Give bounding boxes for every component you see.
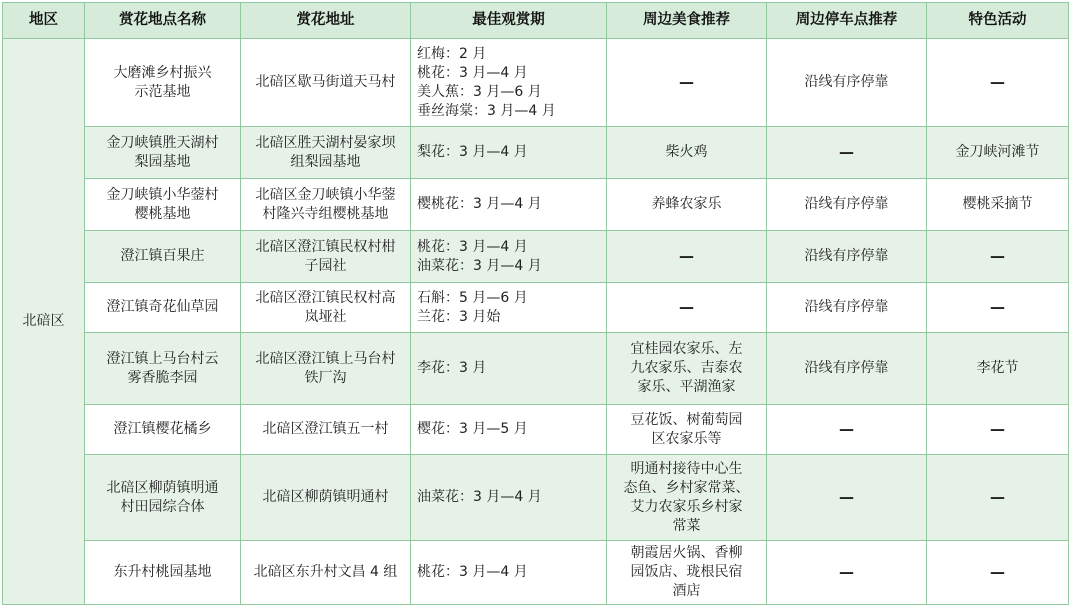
header-activity: 特色活动: [927, 3, 1069, 39]
cell-line: 东升村桃园基地: [113, 564, 212, 580]
empty-dash: —: [990, 488, 1005, 506]
header-food: 周边美食推荐: [607, 3, 767, 39]
cell-line: 红梅：2 月: [417, 45, 487, 62]
period-cell: [411, 405, 607, 455]
spot-name-cell: [85, 455, 241, 541]
cell-line: 樱桃采摘节: [962, 196, 1033, 212]
table-row: [3, 455, 1069, 541]
cell-line: 豆花饭、树葡萄园: [630, 411, 743, 428]
activity-cell: [927, 405, 1069, 455]
cell-line: 组梨园基地: [290, 153, 361, 170]
cell-line: 示范基地: [134, 83, 191, 100]
spot-name-cell: [85, 541, 241, 605]
food-cell: [607, 455, 767, 541]
address-cell: [241, 455, 411, 541]
cell-line: 大磨滩乡村振兴: [113, 64, 212, 81]
spot-name-cell: [85, 231, 241, 283]
cell-line: 樱桃花：3 月—4 月: [417, 196, 542, 212]
header-spot-name: 赏花地点名称: [85, 3, 241, 39]
table-row: [3, 127, 1069, 179]
empty-dash: —: [679, 247, 694, 265]
food-cell: [607, 541, 767, 605]
table-row: [3, 405, 1069, 455]
parking-cell: [767, 541, 927, 605]
parking-cell: [767, 455, 927, 541]
table-row: [3, 179, 1069, 231]
period-cell: [411, 179, 607, 231]
cell-line: 梨花：3 月—4 月: [417, 144, 528, 160]
cell-line: 桃花：3 月—4 月: [417, 64, 528, 81]
cell-line: 北碚区柳荫镇明通: [106, 479, 219, 496]
cell-line: 梨园基地: [134, 153, 191, 170]
period-cell: [411, 541, 607, 605]
food-cell: [607, 333, 767, 405]
address-cell: [241, 333, 411, 405]
empty-dash: —: [839, 488, 854, 506]
cell-line: 沿线有序停靠: [804, 248, 889, 264]
cell-line: 北碚区澄江镇五一村: [262, 421, 389, 437]
activity-cell: [927, 455, 1069, 541]
period-cell: [411, 333, 607, 405]
activity-cell: [927, 541, 1069, 605]
address-cell: [241, 541, 411, 605]
cell-line: 态鱼、乡村家常菜、: [623, 479, 750, 496]
cell-line: 铁厂沟: [304, 369, 347, 386]
food-cell: [607, 179, 767, 231]
activity-cell: [927, 283, 1069, 333]
table-row: [3, 333, 1069, 405]
cell-line: 家乐、平湖渔家: [637, 379, 736, 395]
cell-line: 北碚区澄江镇民权村高: [255, 289, 396, 306]
parking-cell: [767, 127, 927, 179]
empty-dash: —: [990, 247, 1005, 265]
cell-line: 兰花：3 月始: [417, 308, 501, 325]
cell-line: 朝霞居火锅、香柳: [630, 545, 743, 561]
cell-line: 宜桂园农家乐、左: [630, 341, 743, 357]
address-cell: [241, 405, 411, 455]
cell-line: 桃花：3 月—4 月: [417, 238, 528, 255]
cell-line: 北碚区东升村文昌 4 组: [253, 564, 398, 580]
cell-line: 沿线有序停靠: [804, 196, 889, 212]
cell-line: 李花节: [976, 360, 1019, 376]
period-cell: [411, 39, 607, 127]
flower-viewing-table: [2, 2, 1069, 605]
table-row: [3, 39, 1069, 127]
cell-line: 区农家乐等: [651, 430, 722, 447]
cell-line: 油菜花：3 月—4 月: [417, 489, 542, 505]
cell-line: 金刀峡河滩节: [955, 144, 1040, 160]
header-parking: 周边停车点推荐: [767, 3, 927, 39]
period-cell: [411, 127, 607, 179]
cell-line: 澄江镇樱花橘乡: [113, 421, 212, 437]
period-cell: [411, 283, 607, 333]
cell-line: 澄江镇奇花仙草园: [106, 299, 219, 315]
cell-line: 桃花：3 月—4 月: [417, 564, 528, 580]
cell-line: 九农家乐、吉泰农: [630, 360, 743, 376]
cell-line: 明通村接待中心生: [630, 460, 743, 477]
district-cell: 北碚区: [3, 39, 85, 605]
spot-name-cell: [85, 39, 241, 127]
cell-line: 沿线有序停靠: [804, 74, 889, 90]
address-cell: [241, 283, 411, 333]
empty-dash: —: [990, 73, 1005, 91]
header-address: 赏花地址: [241, 3, 411, 39]
cell-line: 雾香脆李园: [127, 369, 198, 386]
address-cell: [241, 127, 411, 179]
empty-dash: —: [839, 420, 854, 438]
spot-name-cell: [85, 179, 241, 231]
cell-line: 北碚区澄江镇上马台村: [255, 350, 396, 367]
table-row: [3, 283, 1069, 333]
activity-cell: [927, 231, 1069, 283]
address-cell: [241, 179, 411, 231]
activity-cell: [927, 39, 1069, 127]
spot-name-cell: [85, 333, 241, 405]
spot-name-cell: [85, 405, 241, 455]
cell-line: 澄江镇上马台村云: [106, 350, 219, 367]
activity-cell: [927, 127, 1069, 179]
cell-line: 艾力农家乐乡村家: [630, 498, 743, 515]
header-district: 地区: [3, 3, 85, 39]
empty-dash: —: [990, 563, 1005, 581]
parking-cell: [767, 231, 927, 283]
cell-line: 岚垭社: [304, 308, 347, 325]
empty-dash: —: [990, 298, 1005, 316]
cell-line: 村田园综合体: [120, 498, 205, 515]
empty-dash: —: [679, 73, 694, 91]
cell-line: 常菜: [672, 517, 701, 534]
food-cell: [607, 127, 767, 179]
activity-cell: [927, 179, 1069, 231]
cell-line: 养蜂农家乐: [651, 196, 722, 212]
cell-line: 金刀峡镇小华蓥村: [106, 186, 219, 203]
empty-dash: —: [990, 420, 1005, 438]
cell-line: 沿线有序停靠: [804, 360, 889, 376]
cell-line: 柴火鸡: [665, 144, 708, 160]
empty-dash: —: [679, 298, 694, 316]
cell-line: 垂丝海棠：3 月—4 月: [417, 102, 556, 119]
cell-line: 李花：3 月: [417, 360, 487, 376]
period-cell: [411, 231, 607, 283]
parking-cell: [767, 333, 927, 405]
cell-line: 沿线有序停靠: [804, 299, 889, 315]
cell-line: 北碚区澄江镇民权村柑: [255, 238, 396, 255]
cell-line: 酒店: [672, 583, 701, 599]
cell-line: 石斛：5 月—6 月: [417, 289, 528, 306]
food-cell: [607, 39, 767, 127]
cell-line: 村隆兴寺组樱桃基地: [262, 205, 389, 222]
empty-dash: —: [839, 143, 854, 161]
spot-name-cell: [85, 127, 241, 179]
header-best-period: 最佳观赏期: [411, 3, 607, 39]
cell-line: 园饭店、珑根民宿: [630, 564, 743, 580]
address-cell: [241, 231, 411, 283]
cell-line: 北碚区歇马街道天马村: [255, 74, 396, 90]
food-cell: [607, 283, 767, 333]
parking-cell: [767, 405, 927, 455]
cell-line: 油菜花：3 月—4 月: [417, 257, 542, 274]
cell-line: 美人蕉：3 月—6 月: [417, 83, 542, 100]
parking-cell: [767, 283, 927, 333]
cell-line: 北碚区柳荫镇明通村: [262, 489, 389, 505]
cell-line: 子园社: [304, 257, 347, 274]
food-cell: [607, 231, 767, 283]
activity-cell: [927, 333, 1069, 405]
address-cell: [241, 39, 411, 127]
empty-dash: —: [839, 563, 854, 581]
cell-line: 北碚区胜天湖村晏家坝: [255, 134, 396, 151]
cell-line: 北碚区金刀峡镇小华蓥: [255, 186, 396, 203]
table-row: [3, 231, 1069, 283]
food-cell: [607, 405, 767, 455]
parking-cell: [767, 179, 927, 231]
cell-line: 澄江镇百果庄: [120, 248, 205, 264]
cell-line: 樱桃基地: [134, 205, 191, 222]
header-row: [3, 3, 1069, 39]
parking-cell: [767, 39, 927, 127]
cell-line: 樱花：3 月—5 月: [417, 421, 528, 437]
table-row: [3, 541, 1069, 605]
spot-name-cell: [85, 283, 241, 333]
cell-line: 金刀峡镇胜天湖村: [106, 134, 219, 151]
period-cell: [411, 455, 607, 541]
table-body: [3, 39, 1069, 605]
